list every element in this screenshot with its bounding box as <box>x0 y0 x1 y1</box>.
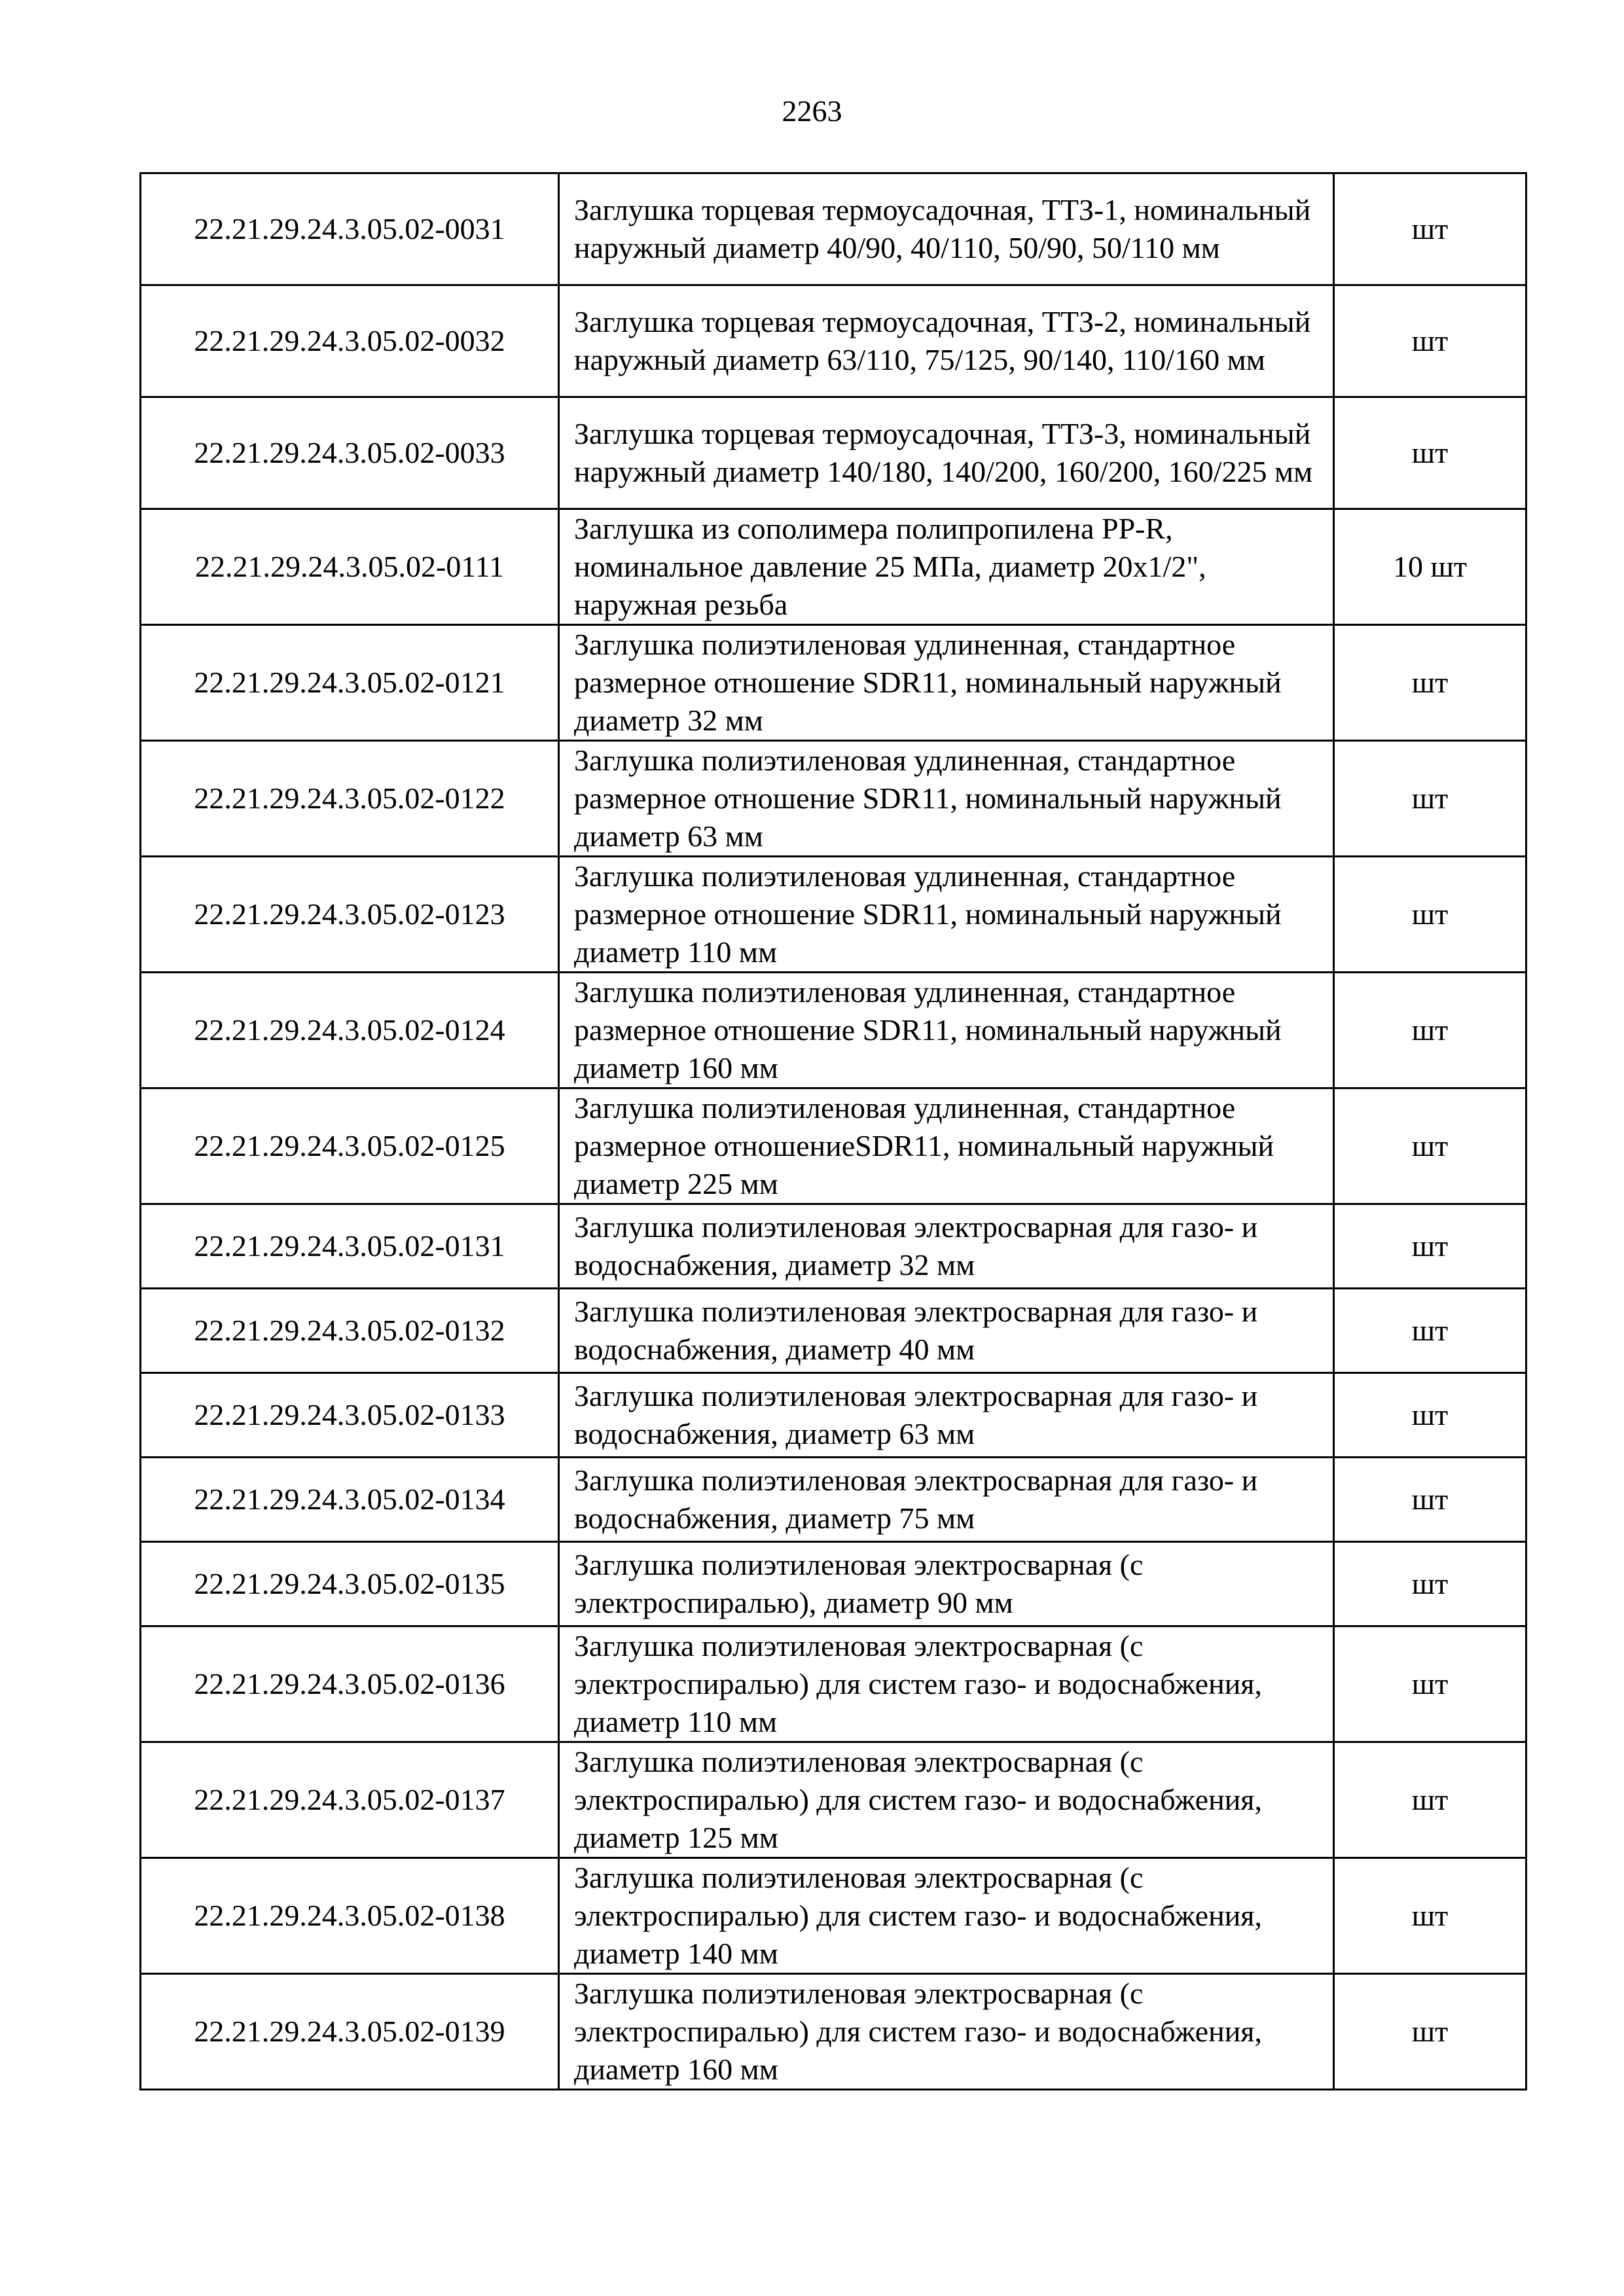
item-unit: шт <box>1334 1373 1526 1458</box>
item-description: Заглушка полиэтиленовая электросварная (с электроспиралью) для систем газо- и водоснабжения, диаметр 110 мм <box>559 1626 1334 1742</box>
item-unit: шт <box>1334 1742 1526 1858</box>
item-description: Заглушка из сополимера полипропилена PP-R, номинальное давление 25 МПа, диаметр 20х1/2", наружная резьба <box>559 509 1334 625</box>
item-description: Заглушка полиэтиленовая удлиненная, стандартное размерное отношение SDR11, номинальный наружный диаметр 32 мм <box>559 625 1334 741</box>
item-description: Заглушка полиэтиленовая удлиненная, стандартное размерное отношение SDR11, номинальный наружный диаметр 63 мм <box>559 741 1334 857</box>
item-description: Заглушка полиэтиленовая удлиненная, стандартное размерное отношение SDR11, номинальный наружный диаметр 110 мм <box>559 857 1334 973</box>
item-code: 22.21.29.24.3.05.02-0123 <box>141 857 559 973</box>
item-unit: шт <box>1334 1458 1526 1542</box>
item-description: Заглушка полиэтиленовая удлиненная, стандартное размерное отношение SDR11, номинальный наружный диаметр 160 мм <box>559 973 1334 1088</box>
item-description: Заглушка торцевая термоусадочная, ТТЗ-1, номинальный наружный диаметр 40/90, 40/110, 50/90, 50/110 мм <box>559 173 1334 285</box>
item-description: Заглушка полиэтиленовая электросварная для газо- и водоснабжения, диаметр 75 мм <box>559 1458 1334 1542</box>
table-row <box>141 1204 1526 1289</box>
item-code: 22.21.29.24.3.05.02-0124 <box>141 973 559 1088</box>
item-description: Заглушка полиэтиленовая электросварная (с электроспиралью) для систем газо- и водоснабжения, диаметр 125 мм <box>559 1742 1334 1858</box>
table-row <box>141 1858 1526 1974</box>
item-code: 22.21.29.24.3.05.02-0032 <box>141 285 559 397</box>
item-code: 22.21.29.24.3.05.02-0134 <box>141 1458 559 1542</box>
item-code: 22.21.29.24.3.05.02-0131 <box>141 1204 559 1289</box>
item-description: Заглушка полиэтиленовая электросварная для газо- и водоснабжения, диаметр 32 мм <box>559 1204 1334 1289</box>
item-unit: шт <box>1334 625 1526 741</box>
item-unit: шт <box>1334 1088 1526 1204</box>
item-code: 22.21.29.24.3.05.02-0132 <box>141 1289 559 1373</box>
table-row <box>141 1289 1526 1373</box>
item-code: 22.21.29.24.3.05.02-0125 <box>141 1088 559 1204</box>
table-row <box>141 973 1526 1088</box>
table-row <box>141 857 1526 973</box>
item-unit: шт <box>1334 173 1526 285</box>
table-row <box>141 173 1526 285</box>
item-code: 22.21.29.24.3.05.02-0139 <box>141 1974 559 2090</box>
item-description: Заглушка торцевая термоусадочная, ТТЗ-2, номинальный наружный диаметр 63/110, 75/125, 90/140, 110/160 мм <box>559 285 1334 397</box>
item-code: 22.21.29.24.3.05.02-0138 <box>141 1858 559 1974</box>
item-unit: шт <box>1334 741 1526 857</box>
table-row <box>141 625 1526 741</box>
item-description: Заглушка полиэтиленовая удлиненная, стандартное размерное отношениеSDR11, номинальный наружный диаметр 225 мм <box>559 1088 1334 1204</box>
item-code: 22.21.29.24.3.05.02-0136 <box>141 1626 559 1742</box>
item-unit: шт <box>1334 1974 1526 2090</box>
table-row <box>141 1542 1526 1626</box>
item-unit: шт <box>1334 397 1526 509</box>
item-code: 22.21.29.24.3.05.02-0121 <box>141 625 559 741</box>
table-row <box>141 397 1526 509</box>
item-unit: шт <box>1334 1204 1526 1289</box>
item-code: 22.21.29.24.3.05.02-0122 <box>141 741 559 857</box>
table-row <box>141 1458 1526 1542</box>
item-unit: шт <box>1334 1289 1526 1373</box>
item-description: Заглушка полиэтиленовая электросварная для газо- и водоснабжения, диаметр 40 мм <box>559 1289 1334 1373</box>
item-description: Заглушка полиэтиленовая электросварная (с электроспиралью), диаметр 90 мм <box>559 1542 1334 1626</box>
table-row <box>141 1088 1526 1204</box>
item-description: Заглушка полиэтиленовая электросварная (с электроспиралью) для систем газо- и водоснабжения, диаметр 160 мм <box>559 1974 1334 2090</box>
table-row <box>141 1373 1526 1458</box>
item-code: 22.21.29.24.3.05.02-0135 <box>141 1542 559 1626</box>
table-row <box>141 741 1526 857</box>
table-row <box>141 1974 1526 2090</box>
item-unit: шт <box>1334 1626 1526 1742</box>
item-unit: шт <box>1334 1542 1526 1626</box>
item-unit: шт <box>1334 857 1526 973</box>
table-row <box>141 285 1526 397</box>
item-unit: шт <box>1334 1858 1526 1974</box>
table-row <box>141 1742 1526 1858</box>
item-description: Заглушка полиэтиленовая электросварная (с электроспиралью) для систем газо- и водоснабжения, диаметр 140 мм <box>559 1858 1334 1974</box>
item-unit: 10 шт <box>1334 509 1526 625</box>
item-code: 22.21.29.24.3.05.02-0133 <box>141 1373 559 1458</box>
table-row <box>141 509 1526 625</box>
item-unit: шт <box>1334 285 1526 397</box>
item-unit: шт <box>1334 973 1526 1088</box>
item-description: Заглушка полиэтиленовая электросварная для газо- и водоснабжения, диаметр 63 мм <box>559 1373 1334 1458</box>
item-code: 22.21.29.24.3.05.02-0033 <box>141 397 559 509</box>
table-row <box>141 1626 1526 1742</box>
item-description: Заглушка торцевая термоусадочная, ТТЗ-3, номинальный наружный диаметр 140/180, 140/200, 160/200, 160/225 мм <box>559 397 1334 509</box>
item-code: 22.21.29.24.3.05.02-0031 <box>141 173 559 285</box>
item-code: 22.21.29.24.3.05.02-0137 <box>141 1742 559 1858</box>
catalog-table <box>139 172 1527 2090</box>
page-number: 2263 <box>782 94 842 128</box>
item-code: 22.21.29.24.3.05.02-0111 <box>141 509 559 625</box>
